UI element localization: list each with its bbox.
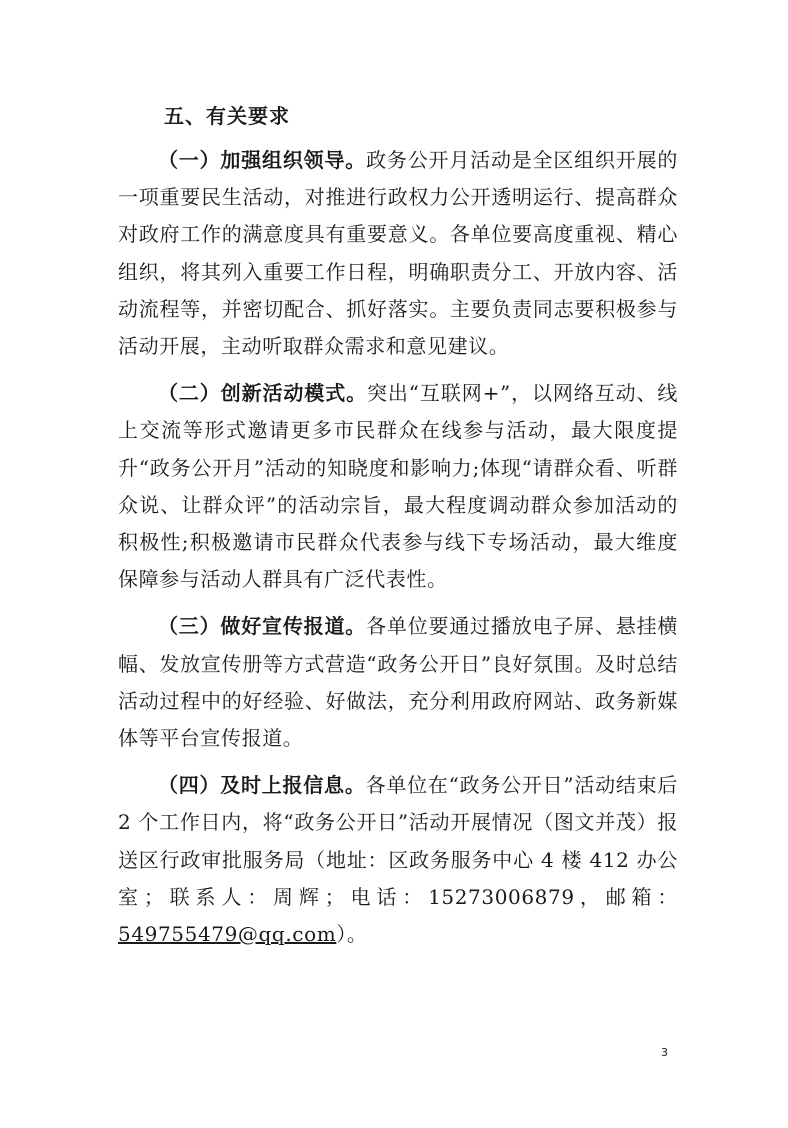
- paragraph-innovation-mode: [118, 375, 678, 598]
- paragraph-organization-leadership: [118, 142, 678, 365]
- email-link[interactable]: 549755479@qq.com: [118, 922, 337, 947]
- paragraph-lead: （四）及时上报信息。: [158, 773, 366, 798]
- paragraph-text: 突出“互联网+”，以网络互动、线上交流等形式邀请更多市民群众在线参与活动，最大限度提升“政务公开月”活动的知晓度和影响力;体现“请群众看、听群众说、让群众评”的活动宗旨，最大程度调动群众参加活动的积极性;积极邀请市民群众代表参与线下专场活动，最大维度保障参与活动人群具有广泛代表性。: [118, 381, 678, 592]
- paragraph-publicity: [118, 608, 678, 757]
- paragraph-text: 各单位要通过播放电子屏、悬挂横幅、发放宣传册等方式营造“政务公开日”良好氛围。及时总结活动过程中的好经验、好做法，充分利用政府网站、政务新媒体等平台宣传报道。: [118, 614, 679, 751]
- page-number: 3: [661, 1046, 668, 1059]
- paragraph-lead: （一）加强组织领导。: [158, 148, 367, 172]
- paragraph-lead: （二）创新活动模式。: [158, 381, 367, 406]
- paragraph-tail: ）。: [336, 922, 368, 947]
- paragraph-text: 政务公开月活动是全区组织开展的一项重要民生活动，对推进行政权力公开透明运行、提高群众对政府工作的满意度具有重要意义。各单位要高度重视、精心组织，将其列入重要工作日程，明确职责分工、开放内容、活动流程等，并密切配合、抓好落实。主要负责同志要积极参与活动开展，主动听取群众需求和意见建议。: [118, 148, 679, 359]
- paragraph-text: 各单位在“政务公开日”活动结束后 2 个工作日内，将“政务公开日”活动开展情况（图文并茂）报送区行政审批服务局（地址：区政务服务中心 4 楼 412 办公室；联系人：周辉；电话：15273006879，邮箱：: [118, 773, 678, 909]
- paragraph-report-info: [118, 767, 678, 953]
- section-heading: 五、有关要求: [164, 104, 290, 128]
- document-body: [118, 142, 678, 963]
- paragraph-lead: （三）做好宣传报道。: [158, 614, 367, 639]
